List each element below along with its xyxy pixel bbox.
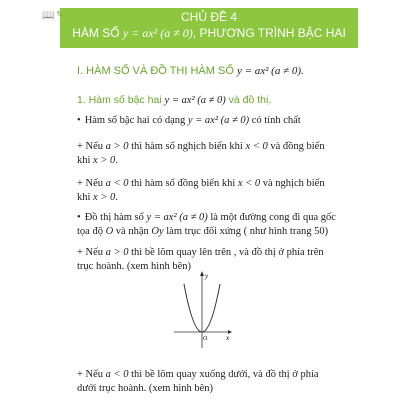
paragraph-concave-down: + Nếu a < 0 thì bề lõm quay xuống dưới, và đồ thị ở phía dưới trục hoành. (xem hình bên)	[77, 369, 319, 394]
book-icon: 📖	[42, 10, 55, 21]
chapter-banner	[42, 8, 358, 48]
paragraph-graph: • Đồ thị hàm số y = ax² (a ≠ 0) là một đường cong đi qua gốc tọa độ O và nhận Oy làm trục đối xứng ( như hình trang 50)	[77, 212, 336, 237]
y-axis-label: y	[205, 272, 209, 280]
bullet-icon: •	[77, 115, 81, 126]
bullet-icon: •	[77, 212, 81, 223]
paragraph-a-negative: + Nếu a < 0 thì hàm số đồng biến khi x < 0 và nghịch biến khi x > 0.	[77, 178, 325, 203]
origin-label: O	[203, 336, 208, 342]
section-heading: I. HÀM SỐ VÀ ĐỒ THỊ HÀM SỐ y = ax² (a ≠ 0).	[77, 65, 304, 77]
chapter-title: HÀM SỐ y = ax² (a ≠ 0), PHƯƠNG TRÌNH BẬC HAI	[72, 26, 346, 40]
parabola-graph	[172, 270, 232, 350]
paragraph-definition: • Hàm số bậc hai có dạng y = ax² (a ≠ 0) có tính chất	[77, 115, 301, 126]
paragraph-a-positive: + Nếu a > 0 thì hàm số nghịch biến khi x < 0 và đồng biến khi x > 0.	[77, 141, 325, 166]
pencil-icon: ✎	[56, 10, 65, 21]
subsection-heading: 1. Hàm số bậc hai y = ax² (a ≠ 0) và đồ thị.	[77, 94, 272, 106]
chapter-number: CHỦ ĐỀ 4	[180, 10, 237, 24]
x-axis-label: x	[226, 334, 230, 342]
y-axis-arrow	[200, 271, 204, 276]
paragraph-concave-up: + Nếu a > 0 thì bề lõm quay lên trên , và đồ thị ở phía trên trục hoành. (xem hình bên)	[77, 247, 324, 272]
